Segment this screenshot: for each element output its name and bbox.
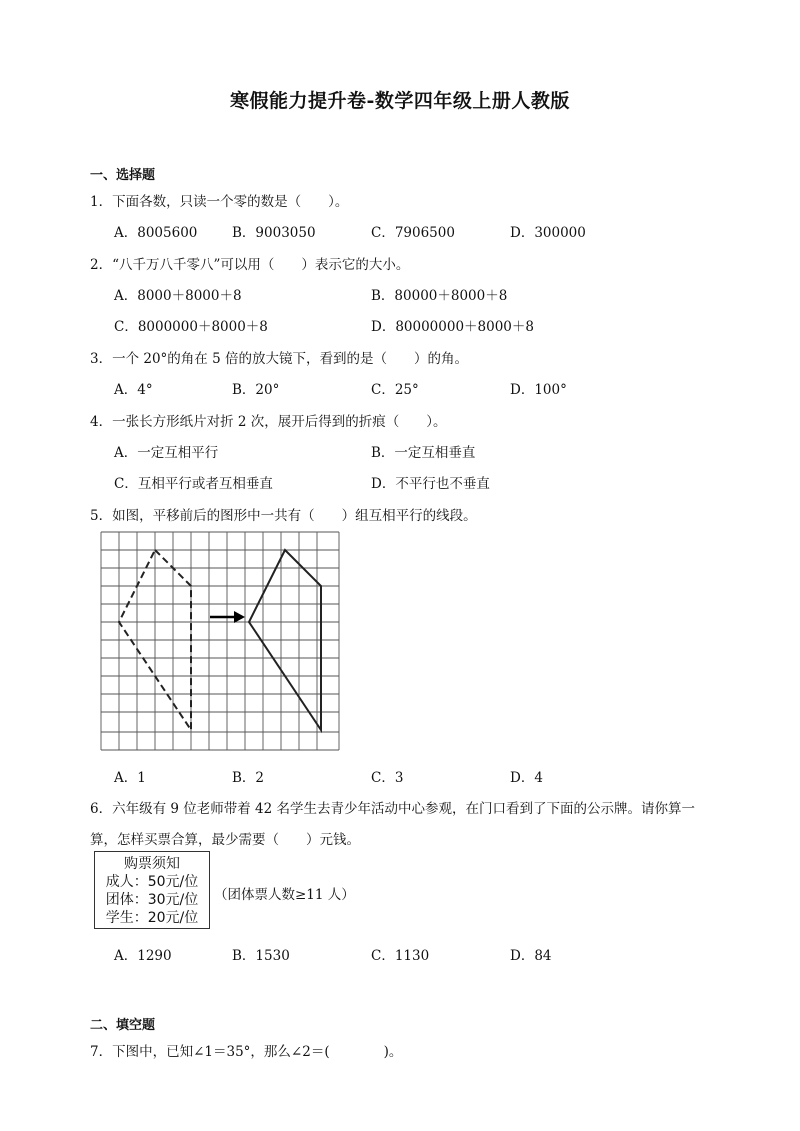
question-6-option-a: A．1290: [114, 948, 172, 964]
question-3-option-c: C．25°: [371, 382, 419, 398]
question-6-option-d: D．84: [510, 948, 552, 964]
question-1-option-b: B．9003050: [232, 225, 316, 241]
question-1-option-d: D．300000: [510, 225, 586, 241]
translation-grid-figure: [100, 531, 342, 753]
question-2-option-b: B．80000＋8000＋8: [371, 288, 508, 304]
question-7-stem: 7．下图中，已知∠1＝35°，那么∠2＝( )。: [90, 1044, 403, 1060]
question-6-option-b: B．1530: [232, 948, 290, 964]
question-2-option-d: D．80000000＋8000＋8: [371, 319, 534, 335]
question-3-option-b: B．20°: [232, 382, 280, 398]
question-6-stem-line-2: 算，怎样买票合算，最少需要（ ）元钱。: [90, 832, 360, 848]
question-2-option-c: C．8000000＋8000＋8: [114, 319, 268, 335]
question-5-option-c: C．3: [371, 770, 404, 786]
question-4-option-b: B．一定互相垂直: [371, 445, 476, 461]
section-heading-choice: 一、选择题: [90, 168, 156, 183]
notice-heading: 购票须知: [124, 856, 180, 872]
section-heading-fill-blank: 二、填空题: [90, 1018, 156, 1033]
question-4-option-a: A．一定互相平行: [114, 445, 219, 461]
notice-group-price: 团体：30元/位: [105, 892, 199, 908]
question-6-stem-line-1: 6．六年级有 9 位老师带着 42 名学生去青少年活动中心参观，在门口看到了下面的公示牌。请你算一: [90, 801, 696, 817]
question-1-option-c: C．7906500: [371, 225, 455, 241]
question-1-option-a: A．8005600: [114, 225, 198, 241]
translation-arrow-head: [234, 611, 245, 623]
question-5-option-d: D．4: [510, 770, 543, 786]
question-5-option-a: A．1: [114, 770, 146, 786]
question-3-stem: 3．一个 20°的角在 5 倍的放大镜下，看到的是（ ）的角。: [90, 351, 468, 367]
question-1-stem: 1．下面各数，只读一个零的数是（ ）。: [90, 194, 349, 210]
page-title: 寒假能力提升卷-数学四年级上册人教版: [230, 90, 570, 112]
question-6-option-c: C．1130: [371, 948, 430, 964]
question-4-stem: 4．一张长方形纸片对折 2 次，展开后得到的折痕（ ）。: [90, 414, 447, 430]
grid-lines: [101, 532, 339, 750]
question-5-stem: 5．如图，平移前后的图形中一共有（ ）组互相平行的线段。: [90, 508, 477, 524]
question-2-stem: 2．“八千万八千零八”可以用（ ）表示它的大小。: [90, 257, 410, 273]
question-4-option-c: C．互相平行或者互相垂直: [114, 476, 273, 492]
question-4-option-d: D．不平行也不垂直: [371, 476, 490, 492]
question-5-option-b: B．2: [232, 770, 265, 786]
question-2-option-a: A．8000＋8000＋8: [114, 288, 242, 304]
question-3-option-d: D．100°: [510, 382, 567, 398]
notice-student-price: 学生：20元/位: [105, 910, 199, 926]
group-ticket-note: （团体票人数≥11 人）: [214, 887, 355, 903]
ticket-notice-board: [94, 851, 210, 929]
notice-adult-price: 成人：50元/位: [105, 874, 199, 890]
question-3-option-a: A．4°: [114, 382, 153, 398]
